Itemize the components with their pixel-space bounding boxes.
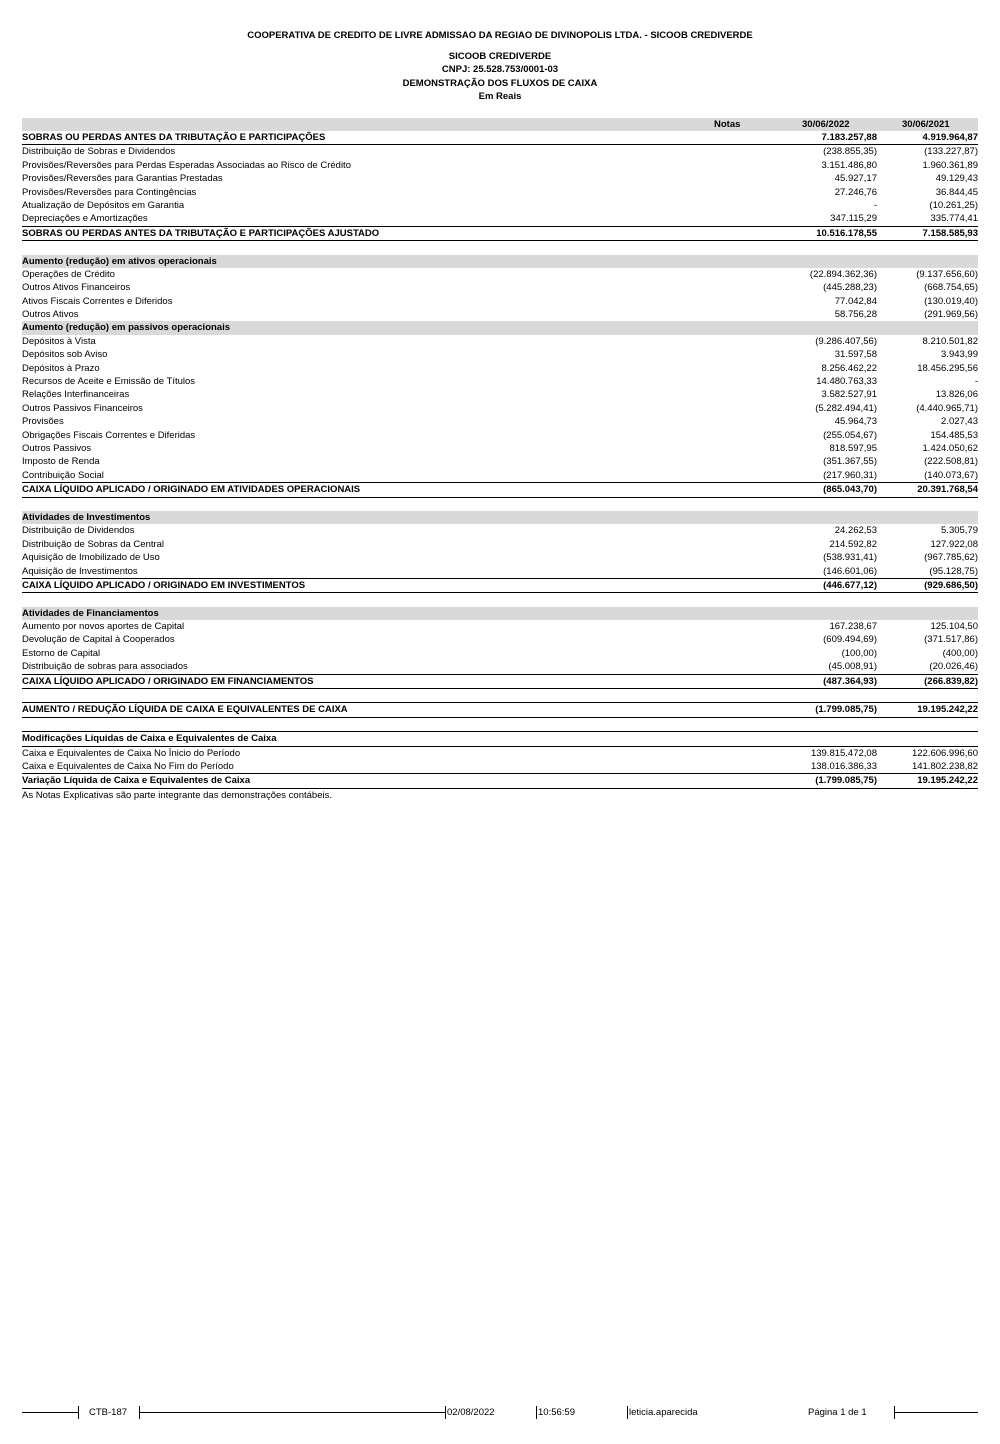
table-row (22, 620, 978, 633)
row-label: Distribuição de Sobras e Dividendos (22, 146, 176, 158)
value-2021: 2.027,43 (941, 416, 978, 428)
row-label: Depreciações e Amortizações (22, 213, 148, 225)
footer-divider (78, 1406, 79, 1419)
row-label: Depósitos à Vista (22, 335, 96, 347)
value-2021: (371.517,86) (924, 634, 978, 646)
value-2022: 3.151.486,80 (821, 159, 877, 171)
table-row (22, 442, 978, 455)
value-2022: (865.043,70) (823, 484, 877, 496)
spacer-row (22, 498, 978, 511)
value-2021: (133.227,87) (924, 146, 978, 158)
table-row (22, 295, 978, 308)
footer-report-code: CTB-187 (89, 1407, 128, 1418)
value-2022: (5.282.494,41) (815, 402, 877, 414)
value-2022: (238.855,35) (823, 146, 877, 158)
row-label: Distribuição de Dividendos (22, 525, 135, 537)
value-2022: - (873, 199, 877, 211)
value-2021: 5.305,79 (941, 525, 978, 537)
value-2022: (100,00) (841, 647, 877, 659)
value-2021: 1.960.361,89 (922, 159, 978, 171)
row-label: Distribuição de sobras para associados (22, 661, 188, 673)
spacer-row (22, 718, 978, 731)
value-2022: 347.115,29 (830, 213, 877, 225)
table-row (22, 747, 978, 760)
total-row (22, 702, 978, 717)
footer-time: 10:56:59 (538, 1407, 575, 1418)
table-row (22, 760, 978, 774)
table-row (22, 524, 978, 537)
total-row (22, 131, 978, 145)
value-2022: 167.238,67 (829, 621, 877, 633)
spacer-row (22, 689, 978, 702)
table-row (22, 429, 978, 442)
value-2021: 154.485,53 (930, 429, 978, 441)
table-row (22, 159, 978, 172)
value-2021: (140.073,67) (924, 469, 978, 481)
value-2022: 214.592,82 (829, 538, 877, 550)
row-label: Outros Passivos Financeiros (22, 402, 143, 414)
value-2022: (217.960,31) (823, 469, 877, 481)
print-footer (0, 1406, 1000, 1420)
table-row (22, 362, 978, 375)
total-row (22, 675, 978, 689)
table-row (22, 172, 978, 185)
row-label: CAIXA LÍQUIDO APLICADO / ORIGINADO EM FINANCIAMENTOS (22, 675, 314, 687)
value-2021: 36.844,45 (935, 186, 978, 198)
value-2022: (351.367,55) (823, 456, 877, 468)
row-label: Caixa e Equivalentes de Caixa No Fim do Período (22, 760, 234, 772)
row-label: Provisões/Reversões para Contingências (22, 186, 197, 198)
entity-name: SICOOB CREDIVERDE (448, 51, 552, 62)
value-2021: 141.802.238,82 (911, 760, 978, 772)
row-label: Provisões/Reversões para Perdas Esperadas Associadas ao Risco de Crédito (22, 159, 351, 171)
table-row (22, 538, 978, 551)
value-2022: 27.246,76 (834, 186, 877, 198)
value-2021: (222.508,81) (924, 456, 978, 468)
table-row (22, 268, 978, 281)
value-2021: 125.104,50 (930, 621, 978, 633)
value-2022: 10.516.178,55 (816, 227, 877, 239)
value-2022: (487.364,93) (823, 675, 877, 687)
row-label: CAIXA LÍQUIDO APLICADO / ORIGINADO EM ATIVIDADES OPERACIONAIS (22, 484, 361, 496)
row-label: Atividades de Investimentos (22, 511, 151, 523)
row-label: Outros Ativos Financeiros (22, 282, 131, 294)
value-2022: (9.286.407,56) (815, 335, 877, 347)
footer-rule (139, 1412, 445, 1413)
value-2021: (400,00) (942, 647, 978, 659)
column-header-2021: 30/06/2021 (902, 119, 950, 130)
table-row (22, 402, 978, 415)
total-row (22, 774, 978, 788)
value-2022: 45.964,73 (834, 416, 877, 428)
row-label: Atividades de Financiamentos (22, 607, 159, 619)
total-row (22, 579, 978, 593)
value-2021: (266.839,82) (924, 675, 978, 687)
footer-rule (894, 1412, 978, 1413)
table-row (22, 565, 978, 579)
value-2021: 3.943,99 (941, 349, 978, 361)
table-row (22, 335, 978, 348)
row-label: Outros Passivos (22, 442, 92, 454)
table-row (22, 308, 978, 321)
value-2022: 24.262,53 (834, 525, 877, 537)
row-label: Estorno de Capital (22, 647, 101, 659)
row-label: Modificações Líquidas de Caixa e Equivalentes de Caixa (22, 733, 277, 745)
footer-user: leticia.aparecida (629, 1407, 698, 1418)
footer-page-number: Página 1 de 1 (808, 1407, 867, 1418)
table-row (22, 375, 978, 388)
table-row (22, 388, 978, 401)
table-row (22, 212, 978, 226)
footer-divider (445, 1406, 446, 1419)
row-label: Obrigações Fiscais Correntes e Diferidas (22, 429, 196, 441)
value-2021: 49.129,43 (935, 173, 978, 185)
value-2021: 127.922,08 (930, 538, 978, 550)
row-label: As Notas Explicativas são parte integrante das demonstrações contábeis. (22, 789, 332, 801)
table-row (22, 186, 978, 199)
value-2021: 19.195.242,22 (917, 775, 978, 787)
section-header-row (22, 255, 978, 268)
row-label: Distribuição de Sobras da Central (22, 538, 165, 550)
row-label: Devolução de Capital à Cooperados (22, 634, 175, 646)
table-row (22, 551, 978, 564)
table-row (22, 199, 978, 212)
row-label: Aquisição de Imobilizado de Uso (22, 552, 160, 564)
table-row (22, 145, 978, 158)
row-label: CAIXA LÍQUIDO APLICADO / ORIGINADO EM INVESTIMENTOS (22, 579, 306, 591)
row-label: Operações de Crédito (22, 268, 115, 280)
row-label: Aquisição de Investimentos (22, 565, 138, 577)
table-row (22, 660, 978, 674)
table-row (22, 633, 978, 646)
currency-unit: Em Reais (478, 91, 522, 102)
row-label: Recursos de Aceite e Emissão de Títulos (22, 376, 196, 388)
section-header-row (22, 321, 978, 334)
value-2021: 7.158.585,93 (922, 227, 978, 239)
section-header-row (22, 607, 978, 620)
row-label: SOBRAS OU PERDAS ANTES DA TRIBUTAÇÃO E PARTICIPAÇÕES (22, 132, 326, 143)
value-2022: 7.183.257,88 (821, 132, 877, 143)
value-2022: 31.597,58 (834, 349, 877, 361)
value-2021: (9.137.656,60) (916, 268, 978, 280)
value-2022: 8.256.462,22 (821, 362, 877, 374)
value-2022: 3.582.527,91 (821, 389, 877, 401)
column-header-notas: Notas (714, 119, 741, 130)
spacer-row (22, 241, 978, 254)
table-row (22, 469, 978, 483)
row-label: Imposto de Renda (22, 456, 100, 468)
cash-flow-table (22, 131, 978, 802)
value-2021: (10.261,25) (929, 199, 978, 211)
row-label: Relações Interfinanceiras (22, 389, 130, 401)
row-label: Variação Líquida de Caixa e Equivalentes de Caixa (22, 775, 251, 787)
value-2021: (20.026,46) (929, 661, 978, 673)
footer-date: 02/08/2022 (447, 1407, 495, 1418)
table-row (22, 348, 978, 361)
total-row (22, 731, 978, 746)
value-2022: (609.494,69) (823, 634, 877, 646)
value-2022: 45.927,17 (834, 173, 877, 185)
value-2021: 20.391.768,54 (917, 484, 978, 496)
value-2022: 139.815.472,08 (810, 747, 877, 759)
footer-rule (22, 1412, 78, 1413)
value-2022: (22.894.362,36) (809, 268, 877, 280)
section-header-row (22, 511, 978, 524)
value-2022: 14.480.763,33 (816, 376, 877, 388)
value-2022: 138.016.386,33 (810, 760, 877, 772)
footer-divider (536, 1406, 537, 1419)
value-2021: 1.424.050,62 (922, 442, 978, 454)
value-2022: (1.799.085,75) (815, 775, 877, 787)
value-2022: (1.799.085,75) (815, 704, 877, 716)
table-row (22, 415, 978, 428)
row-label: SOBRAS OU PERDAS ANTES DA TRIBUTAÇÃO E PARTICIPAÇÕES AJUSTADO (22, 227, 380, 239)
row-label: Aumento por novos aportes de Capital (22, 621, 185, 633)
value-2021: (967.785,62) (924, 552, 978, 564)
total-row (22, 483, 978, 497)
document-title: DEMONSTRAÇÃO DOS FLUXOS DE CAIXA (402, 78, 598, 89)
value-2021: (95.128,75) (929, 565, 978, 577)
value-2021: 122.606.996,60 (911, 747, 978, 759)
value-2021: (4.440.965,71) (916, 402, 978, 414)
row-label: Ativos Fiscais Correntes e Diferidos (22, 295, 173, 307)
value-2021: 19.195.242,22 (917, 704, 978, 716)
value-2021: 13.826,06 (935, 389, 978, 401)
total-row (22, 227, 978, 241)
value-2021: (130.019,40) (924, 295, 978, 307)
row-label: Depósitos à Prazo (22, 362, 100, 374)
row-label: Caixa e Equivalentes de Caixa No Ínicio do Período (22, 747, 241, 759)
row-label: Aumento (redução) em ativos operacionais (22, 255, 217, 267)
value-2022: 58.756,28 (834, 309, 877, 321)
value-2021: (291.969,56) (924, 309, 978, 321)
value-2021: 8.210.501,82 (922, 335, 978, 347)
value-2022: (538.931,41) (823, 552, 877, 564)
column-header-bar (22, 118, 978, 131)
row-label: Provisões (22, 416, 64, 428)
row-label: Aumento (redução) em passivos operacionais (22, 322, 231, 334)
value-2022: (445.288,23) (823, 282, 877, 294)
footnote (22, 789, 978, 802)
spacer-row (22, 593, 978, 606)
row-label: Contribuição Social (22, 469, 104, 481)
value-2022: (45.008,91) (828, 661, 877, 673)
value-2021: 18.456.295,56 (917, 362, 978, 374)
row-label: Atualização de Depósitos em Garantia (22, 199, 185, 211)
value-2021: 335.774,41 (930, 213, 978, 225)
value-2021: (668.754,65) (924, 282, 978, 294)
table-row (22, 455, 978, 468)
row-label: AUMENTO / REDUÇÃO LÍQUIDA DE CAIXA E EQUIVALENTES DE CAIXA (22, 704, 348, 716)
cnpj: CNPJ: 25.528.753/0001-03 (441, 64, 559, 75)
value-2021: 4.919.964,87 (922, 132, 978, 143)
row-label: Provisões/Reversões para Garantias Prestadas (22, 173, 223, 185)
value-2022: (255.054,67) (823, 429, 877, 441)
value-2022: (146.601,06) (823, 565, 877, 577)
value-2022: (446.677,12) (823, 579, 877, 591)
table-row (22, 281, 978, 294)
value-2021: - (974, 376, 978, 388)
value-2022: 818.597,95 (829, 442, 877, 454)
value-2021: (929.686,50) (924, 579, 978, 591)
row-label: Depósitos sob Aviso (22, 349, 108, 361)
column-header-2022: 30/06/2022 (802, 119, 850, 130)
row-label: Outros Ativos (22, 309, 79, 321)
footer-divider (627, 1406, 628, 1419)
cooperative-name: COOPERATIVA DE CREDITO DE LIVRE ADMISSAO DA REGIAO DE DIVINOPOLIS LTDA. - SICOOB CREDIVERDE (247, 30, 753, 41)
value-2022: 77.042,84 (834, 295, 877, 307)
table-row (22, 647, 978, 660)
